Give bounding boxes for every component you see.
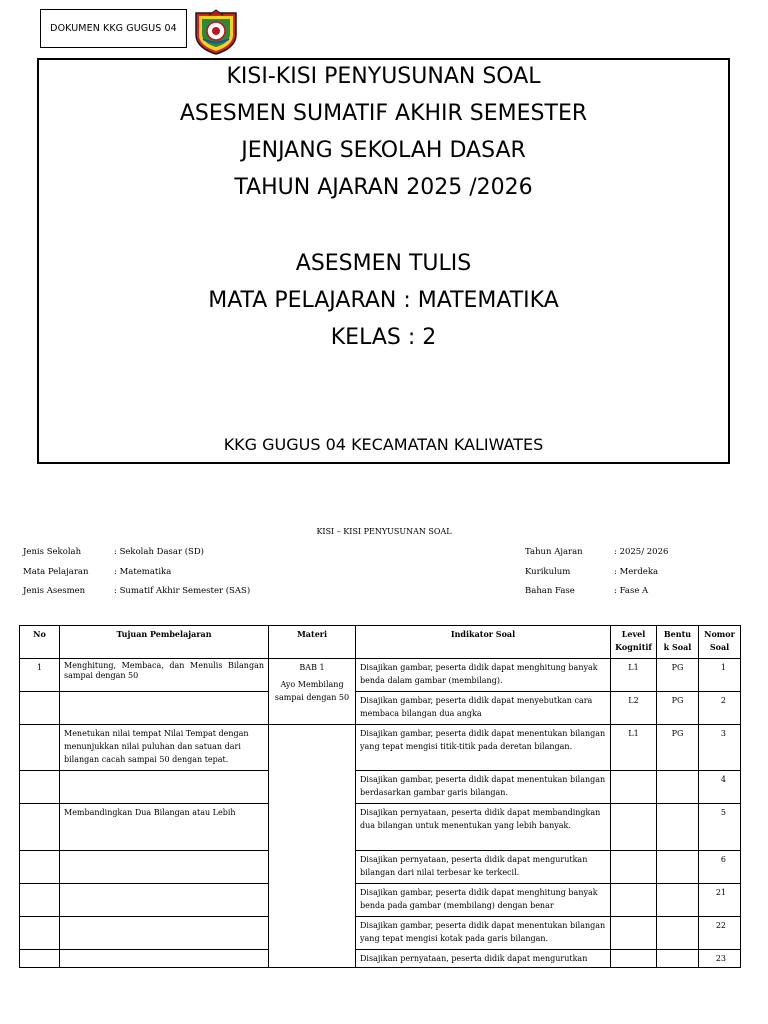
cover-year: TAHUN AJARAN 2025 /2026 (234, 175, 533, 200)
meta-label-mata-pelajaran: Mata Pelajaran (23, 567, 89, 577)
meta-label-jenis-asesmen: Jenis Asesmen (23, 586, 86, 596)
table-row (20, 917, 741, 950)
cell-indikator: Disajikan pernyataan, peserta didik dapat mengurutkan bilangan dari nilai terbesar ke terkecil. (356, 851, 611, 884)
cell-level: L1 (611, 659, 657, 692)
cell-bentuk (657, 884, 699, 917)
cell-bentuk: PG (657, 725, 699, 771)
cover-footer: KKG GUGUS 04 KECAMATAN KALIWATES (223, 435, 544, 454)
cover-subtitle: ASESMEN SUMATIF AKHIR SEMESTER (179, 101, 588, 126)
header-level: Level Kognitif (611, 626, 657, 659)
cell-indikator: Disajikan pernyataan, peserta didik dapat membandingkan dua bilangan untuk menentukan yang lebih banyak. (356, 804, 611, 851)
section-title: KISI – KISI PENYUSUNAN SOAL (316, 527, 452, 536)
cell-no (20, 725, 60, 771)
cell-no (20, 771, 60, 804)
cell-nomor: 3 (699, 725, 741, 771)
cell-tujuan (60, 692, 269, 725)
meta-value-tahun-ajaran: : 2025/ 2026 (614, 547, 669, 557)
meta-value-jenis-sekolah: : Sekolah Dasar (SD) (114, 547, 204, 557)
cell-indikator: Disajikan gambar, peserta didik dapat menentukan bilangan berdasarkan gambar garis bilangan. (356, 771, 611, 804)
table-header-row (20, 626, 741, 659)
cell-bentuk (657, 804, 699, 851)
cell-tujuan (60, 771, 269, 804)
cell-no (20, 851, 60, 884)
meta-value-bahan-fase: : Fase A (614, 586, 649, 596)
cell-bentuk (657, 771, 699, 804)
header-bentuk: Bentu k Soal (657, 626, 699, 659)
cell-indikator: Disajikan pernyataan, peserta didik dapat mengurutkan (356, 950, 611, 968)
cell-indikator: Disajikan gambar, peserta didik dapat menentukan bilangan yang tepat mengisi kotak pada garis bilangan. (356, 917, 611, 950)
cell-no (20, 692, 60, 725)
cell-bentuk (657, 851, 699, 884)
cell-nomor: 1 (699, 659, 741, 692)
cell-nomor: 2 (699, 692, 741, 725)
cell-bentuk (657, 950, 699, 968)
cover-assessment-type: ASESMEN TULIS (295, 251, 472, 276)
cell-nomor: 22 (699, 917, 741, 950)
cover-subject: MATA PELAJARAN : MATEMATIKA (208, 288, 559, 313)
meta-label-kurikulum: Kurikulum (525, 567, 571, 577)
table-row (20, 692, 741, 725)
cell-no (20, 917, 60, 950)
cover-class: KELAS : 2 (330, 325, 437, 350)
cell-tujuan (60, 851, 269, 884)
cell-tujuan: Membandingkan Dua Bilangan atau Lebih (60, 804, 269, 851)
table-row (20, 950, 741, 968)
cell-tujuan (60, 950, 269, 968)
cell-indikator: Disajikan gambar, peserta didik dapat menghitung banyak benda dalam gambar (membilang). (356, 659, 611, 692)
cell-no (20, 804, 60, 851)
cell-no: 1 (20, 659, 60, 692)
cell-bentuk: PG (657, 692, 699, 725)
cell-nomor: 5 (699, 804, 741, 851)
cell-tujuan: Menghitung, Membaca, dan Menulis Bilangan sampai dengan 50 (60, 659, 269, 692)
meta-value-kurikulum: : Merdeka (614, 567, 659, 577)
cell-no (20, 884, 60, 917)
cell-nomor: 6 (699, 851, 741, 884)
cell-tujuan (60, 917, 269, 950)
cell-no (20, 950, 60, 968)
cell-materi-empty (269, 725, 356, 968)
meta-value-mata-pelajaran: : Matematika (114, 567, 172, 577)
cell-nomor: 23 (699, 950, 741, 968)
meta-label-jenis-sekolah: Jenis Sekolah (23, 547, 82, 557)
header-indikator: Indikator Soal (356, 626, 611, 659)
cell-level (611, 771, 657, 804)
kisi-kisi-table (19, 625, 741, 968)
header-nomor: Nomor Soal (699, 626, 741, 659)
cell-level (611, 804, 657, 851)
cell-indikator: Disajikan gambar, peserta didik dapat menyebutkan cara membaca bilangan dua angka (356, 692, 611, 725)
cell-indikator: Disajikan gambar, peserta didik dapat menentukan bilangan yang tepat mengisi titik-titik pada deretan bilangan. (356, 725, 611, 771)
cell-level: L1 (611, 725, 657, 771)
cell-level (611, 950, 657, 968)
cell-tujuan (60, 884, 269, 917)
table-row (20, 659, 741, 692)
meta-label-tahun-ajaran: Tahun Ajaran (525, 547, 583, 557)
table-row (20, 851, 741, 884)
regency-emblem-logo (193, 9, 239, 55)
cell-level: L2 (611, 692, 657, 725)
cell-tujuan: Menetukan nilai tempat Nilai Tempat dengan menunjukkan nilai puluhan dan satuan dari bilangan cacah sampai 50 dengan tepat. (60, 725, 269, 771)
meta-label-bahan-fase: Bahan Fase (525, 586, 575, 596)
materi-judul: Ayo Membilang sampai dengan 50 (274, 680, 350, 702)
table-row (20, 884, 741, 917)
materi-bab: BAB 1 (299, 663, 325, 672)
cover-level: JENJANG SEKOLAH DASAR (241, 138, 526, 163)
cell-nomor: 21 (699, 884, 741, 917)
cell-indikator: Disajikan gambar, peserta didik dapat menghitung banyak benda pada gambar (membilang) dengan benar (356, 884, 611, 917)
cell-nomor: 4 (699, 771, 741, 804)
cell-level (611, 884, 657, 917)
table-row (20, 725, 741, 771)
header-tujuan: Tujuan Pembelajaran (60, 626, 269, 659)
meta-value-jenis-asesmen: : Sumatif Akhir Semester (SAS) (114, 586, 251, 596)
cover-box (37, 58, 730, 464)
cell-bentuk (657, 917, 699, 950)
header-materi: Materi (269, 626, 356, 659)
cover-title: KISI-KISI PENYUSUNAN SOAL (226, 64, 541, 89)
table-row (20, 771, 741, 804)
cell-level (611, 851, 657, 884)
document-label: DOKUMEN KKG GUGUS 04 (40, 9, 187, 48)
cell-bentuk: PG (657, 659, 699, 692)
cell-materi (269, 659, 356, 725)
header-no: No (20, 626, 60, 659)
cell-level (611, 917, 657, 950)
table-row (20, 804, 741, 851)
